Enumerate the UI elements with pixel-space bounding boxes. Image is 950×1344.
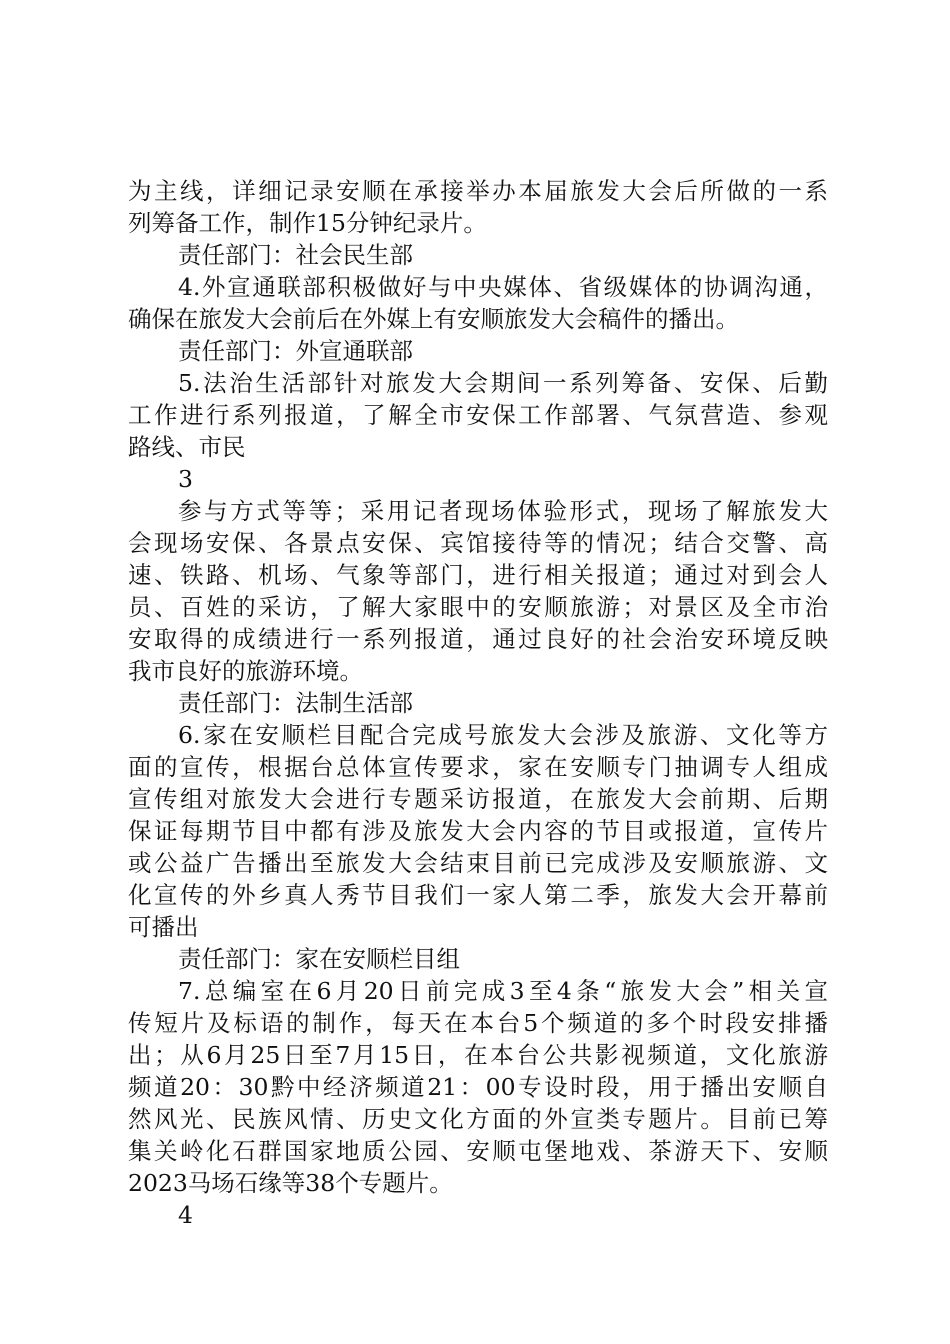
text-line: 5.法治生活部针对旅发大会期间一系列筹备、安保、后勤: [178, 369, 828, 397]
text-line: 或公益广告播出至旅发大会结束目前已完成涉及安顺旅游、文: [128, 849, 828, 877]
text-line: 安取得的成绩进行一系列报道，通过良好的社会治安环境反映: [128, 625, 828, 653]
text-line: 列筹备工作，制作15分钟纪录片。: [128, 209, 487, 237]
text-line: 7.总编室在6月20日前完成3至4条“旅发大会”相关宣: [178, 977, 828, 1005]
text-line: 宣传组对旅发大会进行专题采访报道，在旅发大会前期、后期: [128, 785, 828, 813]
text-line: 传短片及标语的制作，每天在本台5个频道的多个时段安排播: [128, 1009, 828, 1037]
text-line: 工作进行系列报道，了解全市安保工作部署、气氛营造、参观: [128, 401, 828, 429]
text-line: 会现场安保、各景点安保、宾馆接待等的情况；结合交警、高: [128, 529, 828, 557]
text-line: 为主线，详细记录安顺在承接举办本届旅发大会后所做的一系: [128, 177, 828, 205]
page-number: 3: [178, 465, 193, 493]
text-line: 频道20：30黔中经济频道21：00专设时段，用于播出安顺自: [128, 1073, 828, 1101]
text-line: 2023马场石缘等38个专题片。: [128, 1169, 453, 1197]
text-line: 化宣传的外乡真人秀节目我们一家人第二季，旅发大会开幕前: [128, 881, 828, 909]
text-line: 可播出: [128, 913, 199, 941]
text-line: 我市良好的旅游环境。: [128, 657, 363, 685]
text-line: 员、百姓的采访，了解大家眼中的安顺旅游；对景区及全市治: [128, 593, 828, 621]
text-line: 路线、市民: [128, 433, 246, 461]
text-line: 面的宣传，根据台总体宣传要求，家在安顺专门抽调专人组成: [128, 753, 828, 781]
text-line: 集关岭化石群国家地质公园、安顺屯堡地戏、茶游天下、安顺: [128, 1137, 828, 1165]
text-line: 责任部门：社会民生部: [178, 241, 413, 269]
text-line: 出；从6月25日至7月15日，在本台公共影视频道，文化旅游: [128, 1041, 828, 1069]
text-line: 责任部门：家在安顺栏目组: [178, 945, 460, 973]
text-line: 保证每期节目中都有涉及旅发大会内容的节目或报道，宣传片: [128, 817, 828, 845]
text-line: 然风光、民族风情、历史文化方面的外宣类专题片。目前已筹: [128, 1105, 828, 1133]
text-line: 确保在旅发大会前后在外媒上有安顺旅发大会稿件的播出。: [128, 305, 739, 333]
text-line: 参与方式等等；采用记者现场体验形式，现场了解旅发大: [178, 497, 828, 525]
page-number: 4: [178, 1201, 193, 1229]
text-line: 责任部门：外宣通联部: [178, 337, 413, 365]
text-line: 责任部门：法制生活部: [178, 689, 413, 717]
text-line: 4.外宣通联部积极做好与中央媒体、省级媒体的协调沟通，: [178, 273, 828, 301]
text-line: 6.家在安顺栏目配合完成号旅发大会涉及旅游、文化等方: [178, 721, 828, 749]
text-line: 速、铁路、机场、气象等部门，进行相关报道；通过对到会人: [128, 561, 828, 589]
